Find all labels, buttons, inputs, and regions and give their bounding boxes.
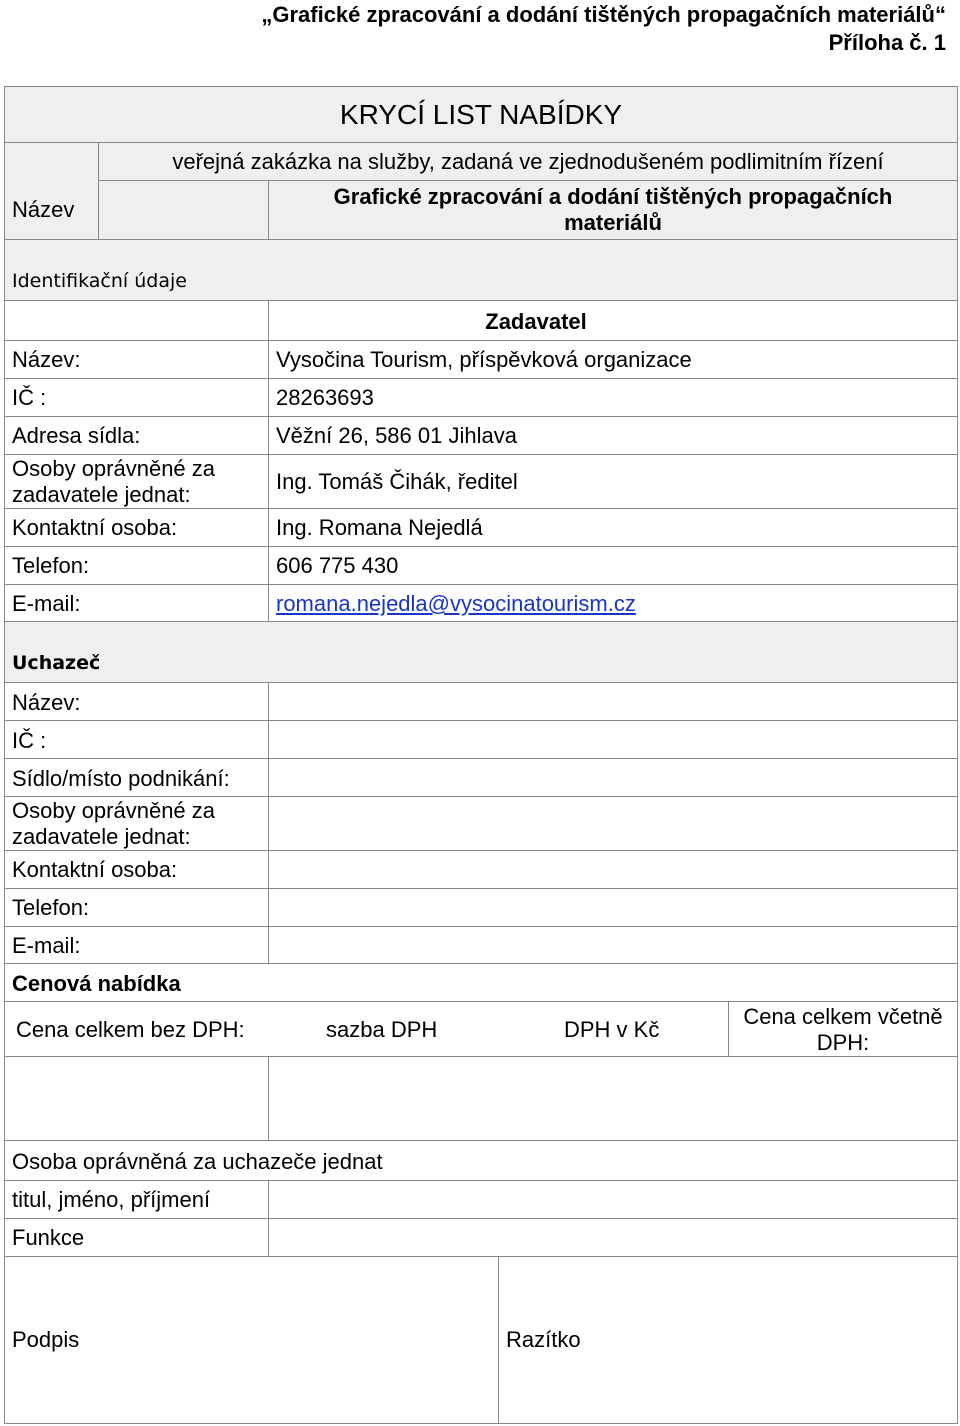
bidder-phone-field[interactable] [269,889,957,926]
bidder-heading-row [4,621,958,683]
contracting-authorized-value: Ing. Tomáš Čihák, ředitel [276,469,518,494]
signature-field[interactable] [5,1257,497,1423]
cover-heading: KRYCÍ LIST NABÍDKY [339,99,623,130]
price-col-vat-rate: sazba DPH [326,1017,438,1042]
contracting-ic-value: 28263693 [276,385,374,410]
bidder-authorized-field[interactable] [269,797,957,850]
bidder-ic-field[interactable] [269,721,957,758]
price-heading: Cenová nabídka [12,971,181,996]
price-without-vat-field[interactable] [5,1057,268,1140]
cover-name-label: Název [12,197,75,222]
price-col-total-1: Cena celkem včetně [743,1004,943,1029]
price-details-field[interactable] [269,1057,957,1140]
bidder-heading: Uchazeč [12,652,101,674]
contracting-ic-label: IČ : [12,385,47,410]
stamp-label: Razítko [506,1327,581,1352]
cover-name-value-2: materiálů [564,210,662,235]
contracting-address-label: Adresa sídla: [12,423,141,448]
contracting-address-value: Věžní 26, 586 01 Jihlava [276,423,517,448]
document-title: „Grafické zpracování a dodání tištěných propagačních materiálů“ [261,2,946,27]
contracting-contact-value: Ing. Romana Nejedlá [276,515,483,540]
contracting-email-label: E-mail: [12,591,81,616]
bidder-ic-label: IČ : [12,728,47,753]
bidder-phone-label: Telefon: [12,895,90,920]
signatory-function-label: Funkce [12,1225,85,1250]
price-col-vat-amount: DPH v Kč [564,1017,660,1042]
contracting-authorized-label-2: zadavatele jednat: [12,482,191,507]
contracting-contact-label: Kontaktní osoba: [12,515,178,540]
bidder-authorized-label-2: zadavatele jednat: [12,824,191,849]
price-col-without-vat: Cena celkem bez DPH: [16,1017,245,1042]
signatory-function-field[interactable] [269,1219,957,1256]
contracting-name-label: Název: [12,347,81,372]
signatory-name-field[interactable] [269,1181,957,1218]
signatory-name-label: titul, jméno, příjmení [12,1187,211,1212]
bidder-name-field[interactable] [269,683,957,720]
contracting-authorized-label-1: Osoby oprávněné za [12,456,216,481]
bidder-contact-label: Kontaktní osoba: [12,857,178,882]
bidder-email-label: E-mail: [12,933,81,958]
bidder-authorized-label-1: Osoby oprávněné za [12,798,216,823]
signature-label: Podpis [12,1327,80,1352]
price-col-total-2: DPH: [816,1030,870,1055]
bidder-seat-label: Sídlo/místo podnikání: [12,766,230,791]
contracting-email-link[interactable]: romana.nejedla@vysocinatourism.cz [276,591,636,616]
signatory-heading: Osoba oprávněná za uchazeče jednat [12,1149,383,1174]
cover-subtitle: veřejná zakázka na služby, zadaná ve zjednodušeném podlimitním řízení [172,149,884,174]
bidder-contact-field[interactable] [269,851,957,888]
cover-name-value-1: Grafické zpracování a dodání tištěných propagačních [333,184,893,209]
contracting-heading: Zadavatel [485,309,587,334]
contracting-phone-value: 606 775 430 [276,553,399,578]
bidder-email-field[interactable] [269,927,957,964]
bidder-name-label: Název: [12,690,81,715]
stamp-field[interactable] [499,1257,957,1423]
contracting-name-value: Vysočina Tourism, příspěvková organizace [276,347,692,372]
contracting-phone-label: Telefon: [12,553,90,578]
annex-label: Příloha č. 1 [828,30,946,55]
ident-heading: Identifikační údaje [12,270,187,292]
bidder-seat-field[interactable] [269,759,957,796]
